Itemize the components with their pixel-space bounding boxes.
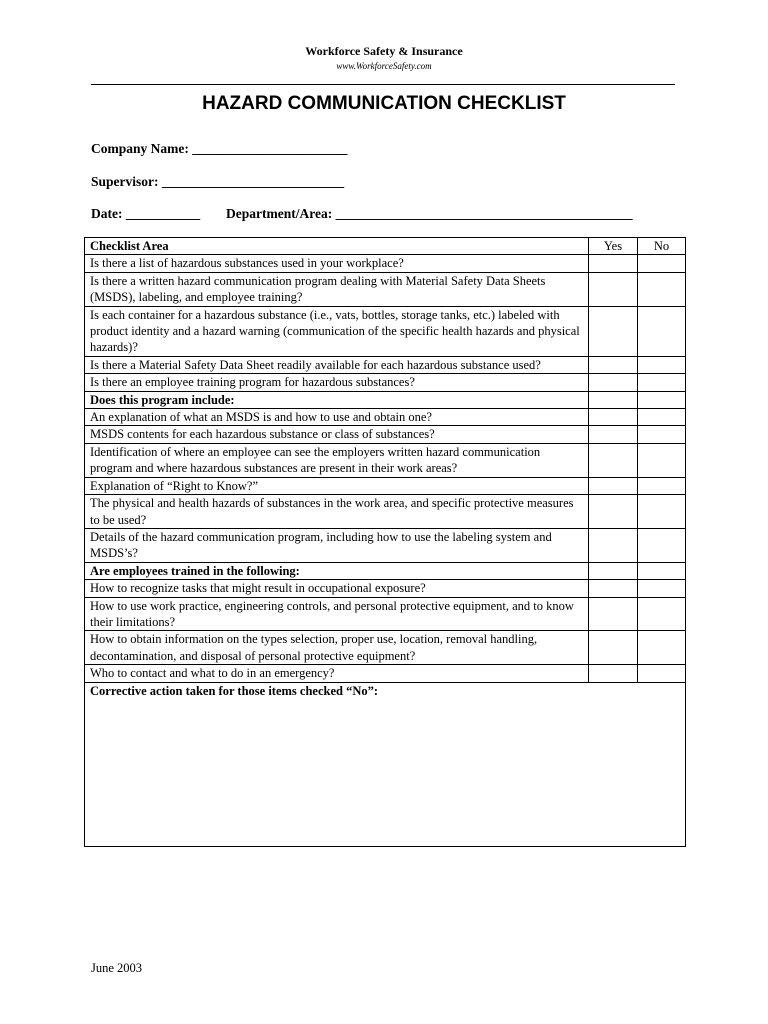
organization-name: Workforce Safety & Insurance [305, 44, 463, 58]
table-row [85, 426, 686, 443]
column-header-checklist-area: Checklist Area [85, 238, 589, 255]
column-header-no: No [638, 238, 686, 255]
table-row [85, 374, 686, 391]
checklist-question: How to use work practice, engineering controls, and personal protective equipment, and to know their limitations? [85, 597, 589, 631]
table-header-row [85, 238, 686, 255]
checklist-question: An explanation of what an MSDS is and how to use and obtain one? [85, 409, 589, 426]
yes-checkbox-cell[interactable] [589, 495, 638, 529]
checklist-rows [85, 255, 686, 682]
no-checkbox-cell[interactable] [638, 528, 686, 562]
date-field: Date: ___________ [91, 206, 201, 221]
header-divider [91, 84, 675, 85]
yes-checkbox-cell[interactable] [589, 597, 638, 631]
table-row [85, 356, 686, 373]
organization-website: www.WorkforceSafety.com [336, 61, 432, 71]
table-row [85, 665, 686, 682]
no-checkbox-cell[interactable] [638, 306, 686, 356]
no-checkbox-cell[interactable] [638, 580, 686, 597]
table-row [85, 272, 686, 306]
no-checkbox-cell[interactable] [638, 374, 686, 391]
corrective-action-row [85, 682, 686, 846]
department-field: Department/Area: ____________________________________________ [226, 206, 633, 221]
checklist-table [84, 237, 686, 847]
no-checkbox-cell[interactable] [638, 409, 686, 426]
checklist-question: MSDS contents for each hazardous substance or class of substances? [85, 426, 589, 443]
yes-checkbox-cell[interactable] [589, 409, 638, 426]
section-header-row [85, 562, 686, 579]
checklist-question: Is each container for a hazardous substance (i.e., vats, bottles, storage tanks, etc.) labeled with product identity and a hazard warning (communication of the specific health hazards and physical hazards)? [85, 306, 589, 356]
section-header-label: Does this program include: [85, 391, 589, 408]
checklist-question: The physical and health hazards of substances in the work area, and specific protective measures to be used? [85, 495, 589, 529]
column-header-yes: Yes [589, 238, 638, 255]
footer-date: June 2003 [91, 961, 143, 975]
table-row [85, 631, 686, 665]
no-checkbox-cell[interactable] [638, 255, 686, 272]
yes-checkbox-cell[interactable] [589, 443, 638, 477]
no-checkbox-cell[interactable] [638, 356, 686, 373]
yes-checkbox-cell[interactable] [589, 374, 638, 391]
no-checkbox-cell[interactable] [638, 597, 686, 631]
page-title: HAZARD COMMUNICATION CHECKLIST [202, 93, 566, 114]
corrective-action-box[interactable]: Corrective action taken for those items checked “No”: [85, 682, 686, 846]
no-checkbox-cell[interactable] [638, 272, 686, 306]
checklist-question: Is there a written hazard communication program dealing with Material Safety Data Sheets (MSDS), labeling, and employee training? [85, 272, 589, 306]
supervisor-field: Supervisor: ___________________________ [91, 174, 345, 189]
table-row [85, 580, 686, 597]
checklist-question: Is there a list of hazardous substances used in your workplace? [85, 255, 589, 272]
checklist-question: How to obtain information on the types selection, proper use, location, removal handling, decontamination, and disposal of personal protective equipment? [85, 631, 589, 665]
section-header-label: Are employees trained in the following: [85, 562, 589, 579]
checklist-question: Is there a Material Safety Data Sheet readily available for each hazardous substance used? [85, 356, 589, 373]
table-row [85, 255, 686, 272]
checklist-question: Who to contact and what to do in an emergency? [85, 665, 589, 682]
yes-checkbox-cell[interactable] [589, 528, 638, 562]
table-row [85, 306, 686, 356]
yes-checkbox-cell[interactable] [589, 391, 638, 408]
no-checkbox-cell[interactable] [638, 477, 686, 494]
yes-checkbox-cell[interactable] [589, 562, 638, 579]
table-row [85, 443, 686, 477]
checklist-question: Details of the hazard communication program, including how to use the labeling system and MSDS’s? [85, 528, 589, 562]
yes-checkbox-cell[interactable] [589, 665, 638, 682]
checklist-question: Is there an employee training program for hazardous substances? [85, 374, 589, 391]
yes-checkbox-cell[interactable] [589, 631, 638, 665]
yes-checkbox-cell[interactable] [589, 356, 638, 373]
table-row [85, 477, 686, 494]
checklist-question: Identification of where an employee can see the employers written hazard communication program and where hazardous substances are present in their work areas? [85, 443, 589, 477]
table-row [85, 528, 686, 562]
yes-checkbox-cell[interactable] [589, 272, 638, 306]
checklist-question: Explanation of “Right to Know?” [85, 477, 589, 494]
no-checkbox-cell[interactable] [638, 495, 686, 529]
no-checkbox-cell[interactable] [638, 665, 686, 682]
no-checkbox-cell[interactable] [638, 562, 686, 579]
yes-checkbox-cell[interactable] [589, 477, 638, 494]
checklist-question: How to recognize tasks that might result in occupational exposure? [85, 580, 589, 597]
no-checkbox-cell[interactable] [638, 443, 686, 477]
no-checkbox-cell[interactable] [638, 426, 686, 443]
table-row [85, 495, 686, 529]
table-row [85, 597, 686, 631]
table-row [85, 409, 686, 426]
company-name-field: Company Name: _______________________ [91, 141, 348, 156]
yes-checkbox-cell[interactable] [589, 306, 638, 356]
no-checkbox-cell[interactable] [638, 631, 686, 665]
no-checkbox-cell[interactable] [638, 391, 686, 408]
section-header-row [85, 391, 686, 408]
yes-checkbox-cell[interactable] [589, 426, 638, 443]
yes-checkbox-cell[interactable] [589, 580, 638, 597]
yes-checkbox-cell[interactable] [589, 255, 638, 272]
